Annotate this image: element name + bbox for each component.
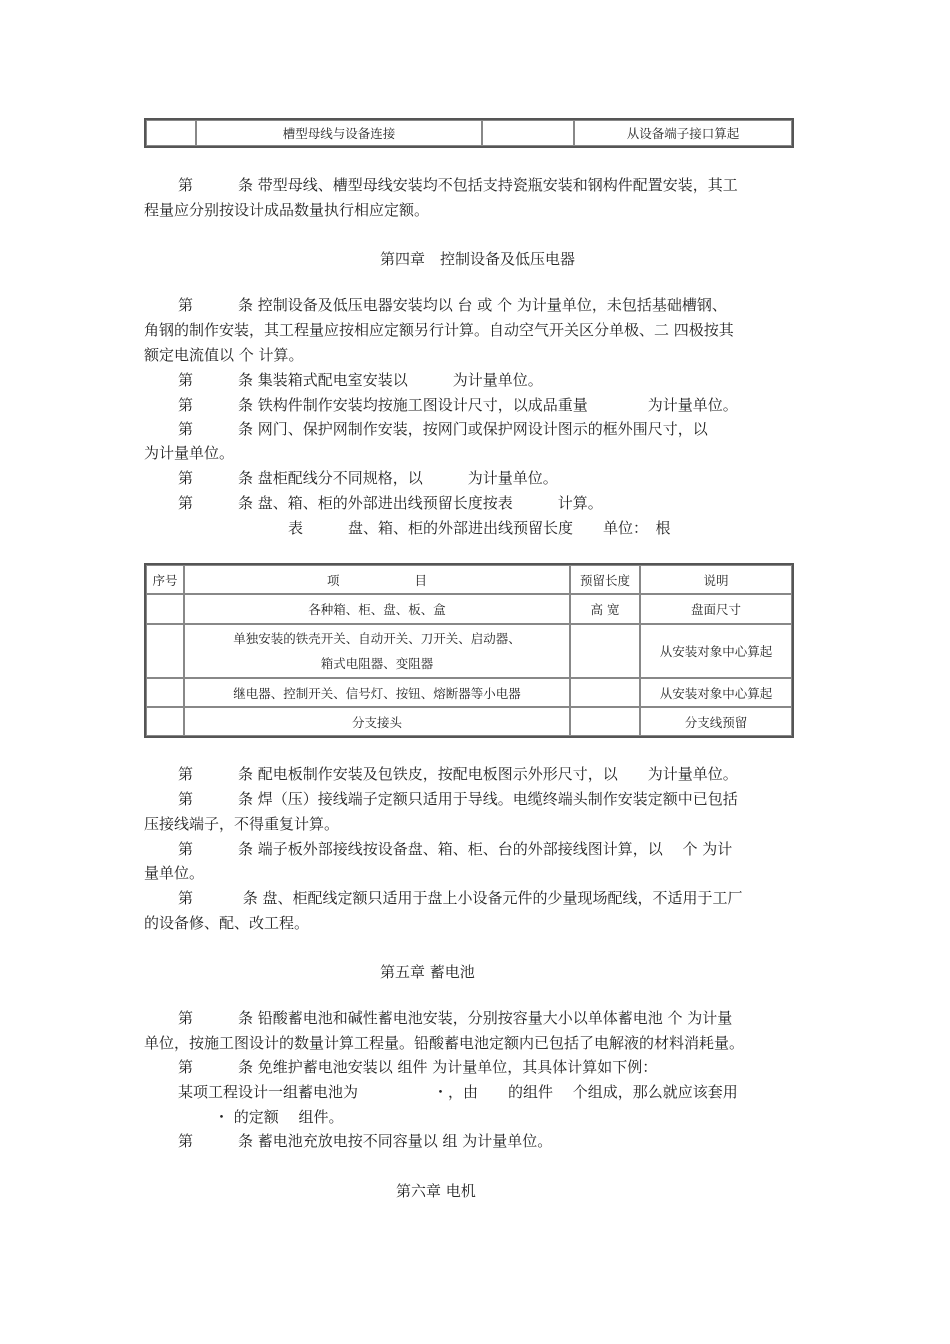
paragraph: 第 条 盘、柜配线定额只适用于盘上小设备元件的少量现场配线，不适用于工厂: [178, 889, 743, 907]
paragraph: 第 条 焊（压）接线端子定额只适用于导线。电缆终端头制作安装定额中已包括: [178, 790, 738, 808]
chapter-heading: 第六章 电机: [396, 1182, 476, 1200]
table-cell: 盘面尺寸: [640, 594, 792, 624]
table-header-row: [146, 565, 792, 594]
table-row: [146, 120, 792, 146]
paragraph: 单位，按施工图设计的数量计算工程量。铅酸蓄电池定额内已包括了电解液的材料消耗量。: [144, 1034, 745, 1052]
table-header-cell: 说明: [640, 565, 792, 594]
table-cell: 槽型母线与设备连接: [196, 120, 482, 146]
table-cell: 继电器、控制开关、信号灯、按钮、熔断器等小电器: [184, 678, 570, 707]
reserve-length-table: [144, 563, 794, 738]
paragraph: 第 条 控制设备及低压电器安装均以 台 或 个 为计量单位，未包括基础槽钢、: [178, 296, 727, 314]
table-header-cell: 预留长度: [570, 565, 640, 594]
paragraph: 为计量单位。: [144, 444, 235, 462]
table-cell: [570, 624, 640, 678]
table-cell: [146, 624, 184, 678]
table-cell: [184, 624, 570, 678]
chapter-heading: 第四章 控制设备及低压电器: [380, 250, 576, 268]
paragraph: 第 条 盘柜配线分不同规格，以 为计量单位。: [178, 469, 558, 487]
paragraph: 第 条 集装箱式配电室安装以 为计量单位。: [178, 371, 543, 389]
table-cell: 分支线预留: [640, 707, 792, 736]
table-cell: [570, 678, 640, 707]
paragraph: 第 条 蓄电池充放电按不同容量以 组 为计量单位。: [178, 1132, 553, 1150]
table-cell: [570, 707, 640, 736]
table-cell: [146, 120, 196, 146]
table-header-cell: 项 目: [184, 565, 570, 594]
table-cell: 从安装对象中心算起: [640, 624, 792, 678]
table-cell: [146, 678, 184, 707]
paragraph: 第 条 盘、箱、柜的外部进出线预留长度按表 计算。: [178, 494, 603, 512]
table-cell: 从安装对象中心算起: [640, 678, 792, 707]
paragraph: 第 条 配电板制作安装及包铁皮，按配电板图示外形尺寸，以 为计量单位。: [178, 765, 738, 783]
paragraph: 第 条 铁构件制作安装均按施工图设计尺寸，以成品重量 为计量单位。: [178, 396, 738, 414]
paragraph: 压接线端子，不得重复计算。: [144, 815, 340, 833]
table-cell: [482, 120, 574, 146]
chapter-heading: 第五章 蓄电池: [380, 963, 475, 981]
table-row: [146, 594, 792, 624]
paragraph: 某项工程设计一组蓄电池为 ・，由 的组件 个组成，那么就应该套用: [178, 1083, 738, 1101]
cell-line: 单独安装的铁壳开关、自动开关、刀开关、启动器、: [233, 631, 521, 646]
cell-line: 箱式电阻器、变阻器: [320, 656, 434, 671]
paragraph: 程量应分别按设计成品数量执行相应定额。: [144, 201, 430, 219]
paragraph: 角钢的制作安装，其工程量应按相应定额另行计算。自动空气开关区分单极、二 四极按其: [144, 321, 734, 339]
table-header-cell: 序号: [146, 565, 184, 594]
paragraph: 额定电流值以 个 计算。: [144, 346, 304, 364]
paragraph: 第 条 免维护蓄电池安装以 组件 为计量单位，其具体计算如下例：: [178, 1058, 658, 1076]
table-cell: 分支接头: [184, 707, 570, 736]
paragraph: 第 条 端子板外部接线按设备盘、箱、柜、台的外部接线图计算，以 个 为计: [178, 840, 733, 858]
paragraph: 第 条 网门、保护网制作安装，按网门或保护网设计图示的框外围尺寸，以: [178, 420, 708, 438]
table-cell: 高 宽: [570, 594, 640, 624]
paragraph: ・ 的定额 组件。: [214, 1108, 344, 1126]
table-row: [146, 707, 792, 736]
paragraph: 第 条 带型母线、槽型母线安装均不包括支持瓷瓶安装和钢构件配置安装，其工: [178, 176, 738, 194]
paragraph: 第 条 铅酸蓄电池和碱性蓄电池安装，分别按容量大小以单体蓄电池 个 为计量: [178, 1009, 733, 1027]
table-row: [146, 678, 792, 707]
table-cell: [146, 594, 184, 624]
table-cell: 各种箱、柜、盘、板、盒: [184, 594, 570, 624]
table-cell: [146, 707, 184, 736]
table-row: [146, 624, 792, 678]
top-table: [144, 118, 794, 148]
table-cell: 从设备端子接口算起: [574, 120, 792, 146]
paragraph: 量单位。: [144, 864, 205, 882]
table-caption: 表 盘、箱、柜的外部进出线预留长度 单位： 根: [288, 519, 671, 537]
paragraph: 的设备修、配、改工程。: [144, 914, 310, 932]
